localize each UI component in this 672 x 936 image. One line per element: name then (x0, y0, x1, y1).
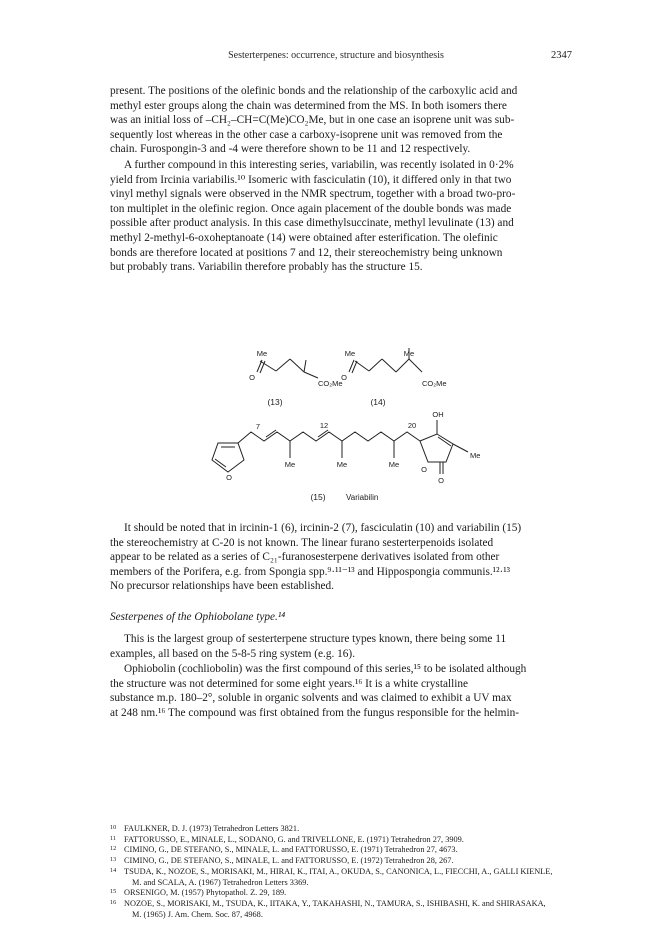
atom-label-me: Me (470, 451, 481, 460)
atom-label-me: Me (256, 349, 268, 358)
atom-label-co2me: CO₂Me (318, 379, 343, 388)
atom-label-o: O (249, 373, 255, 382)
text-line: sequently lost whereas in the other case a carboxy-isoprene unit was removed from the (110, 128, 503, 141)
reference-16: 16 NOZOE, S., MORISAKI, M., TSUDA, K., IITAKA, Y., TAKAHASHI, N., TAMURA, S., ISHIBASHI, K. and SHIRASAKA, M. (1965) J. Am. Chem. Soc. 87, 4968. (110, 898, 546, 919)
page-number: 2347 (551, 50, 572, 61)
text-line: A further compound in this interesting series, variabilin, was recently isolated in 0·2% (124, 159, 514, 171)
text-line: the stereochemistry at C-20 is not known. The linear furano sesterterpenoids isolated (110, 536, 494, 549)
text-line: Ophiobolin (cochliobolin) was the first compound of this series,¹⁵ to be isolated although (124, 663, 527, 675)
text-line: It should be noted that in ircinin-1 (6), ircinin-2 (7), fasciculatin (10) and variabilin (15) (124, 522, 522, 534)
structure-13 (257, 359, 318, 378)
text-line: the structure was not determined for some eight years.¹⁶ It is a white crystalline (110, 677, 469, 690)
text-line: members of the Porifera, e.g. from Spongia spp.⁹·¹¹⁻¹³ and Hippospongia communis.¹²·¹³ (110, 565, 510, 578)
reference-12: 12 CIMINO, G., DE STEFANO, S., MINALE, L. and FATTORUSSO, E. (1971) Tetrahedron 27, 4673. (110, 845, 458, 855)
reference-10: 10 FAULKNER, D. J. (1973) Tetrahedron Letters 3821. (110, 824, 300, 833)
footnote-references (110, 824, 573, 920)
atom-label-o: O (226, 473, 232, 482)
text-line: bonds are therefore located at positions 7 and 12, their stereochemistry being unknown (110, 246, 503, 259)
position-label-7: 7 (255, 422, 261, 431)
running-title: Sesterterpenes: occurrence, structure and biosynthesis (228, 50, 444, 61)
atom-label-o: O (421, 465, 427, 474)
text-line: but probably trans. Variabilin therefore probably has the structure 15. (110, 261, 423, 274)
text-line: appear to be related as a series of C₂₁-furanosesterpene derivatives isolated from other (110, 551, 500, 564)
atom-label-o: O (438, 476, 444, 485)
structure-15-label: (15) (310, 492, 326, 502)
text-line: methyl 2-methyl-6-oxoheptanoate (14) were obtained after esterification. The olefinic (110, 231, 498, 244)
position-label-20: 20 (407, 421, 417, 430)
text-line: possible after product analysis. In this case dimethylsuccinate, methyl levulinate (13) and (110, 217, 514, 230)
text-line: yield from Ircinia variabilis.¹⁰ Isomeric with fasciculatin (10), it differed only in that two (110, 173, 512, 186)
atom-label-me: Me (403, 349, 415, 358)
atom-label-me: Me (336, 460, 348, 469)
reference-11: 11 FATTORUSSO, E., MINALE, L., SODANO, G. and TRIVELLONE, E. (1971) Tetrahedron 27, 3909. (110, 834, 464, 844)
position-label-12: 12 (319, 421, 329, 430)
text-line: methyl ester groups along the chain was determined from the MS. In both isomers there (110, 99, 507, 112)
atom-label-co2me: CO₂Me (422, 379, 447, 388)
text-line: present. The positions of the olefinic bonds and the relationship of the carboxylic acid and (110, 85, 518, 97)
section-heading: Sesterpenes of the Ophiobolane type.¹⁴ (110, 611, 286, 623)
text-line: was an initial loss of –CH₂–CH=C(Me)CO₂Me, but in one case an isoprene unit was sub- (110, 114, 515, 127)
reference-13: 13 CIMINO, G., DE STEFANO, S., MINALE, L. and FATTORUSSO, E. (1972) Tetrahedron 28, 267. (110, 856, 454, 866)
atom-label-me: Me (344, 349, 356, 358)
text-line: chain. Furospongin-3 and -4 were therefore shown to be 11 and 12 respectively. (110, 143, 471, 156)
paragraph-4 (110, 632, 573, 661)
atom-label-me: Me (284, 460, 296, 469)
atom-label-me: Me (388, 460, 400, 469)
structure-13-label: (13) (267, 397, 283, 407)
text-line: ton multiplet in the olefinic region. Once again placement of the double bonds was made (110, 202, 512, 215)
reference-14: 14 TSUDA, K., NOZOE, S., MORISAKI, M., HIRAI, K., ITAI, A., OKUDA, S., CANONICA, L., FIECCHI, A., GALLI KIENLE, M. and SCALA, A. (1967) Tetrahedron Letters 3369. (110, 866, 553, 887)
atom-label-o: O (341, 373, 347, 382)
paragraph-3 (110, 521, 573, 594)
paragraph-5 (110, 662, 573, 720)
text-line: vinyl methyl signals were observed in the NMR spectrum, together with a broad two-pro- (110, 188, 516, 201)
text-line: No precursor relationships have been established. (110, 580, 334, 593)
text-line: This is the largest group of sesterterpene structure types known, there being some 11 (124, 633, 507, 645)
structure-15-name: Variabilin (346, 493, 379, 502)
atom-label-oh: OH (432, 410, 444, 419)
reference-15: 15 ORSENIGO, M. (1957) Phytopathol. Z. 29, 189. (110, 888, 287, 898)
text-line: examples, all based on the 5-8-5 ring system (e.g. 16). (110, 647, 356, 660)
text-line: at 248 nm.¹⁶ The compound was first obtained from the fungus responsible for the helmin- (110, 706, 520, 719)
text-line: substance m.p. 180–2°, soluble in organic solvents and was claimed to exhibit a UV max (110, 692, 512, 705)
structure-14-label: (14) (370, 397, 386, 407)
